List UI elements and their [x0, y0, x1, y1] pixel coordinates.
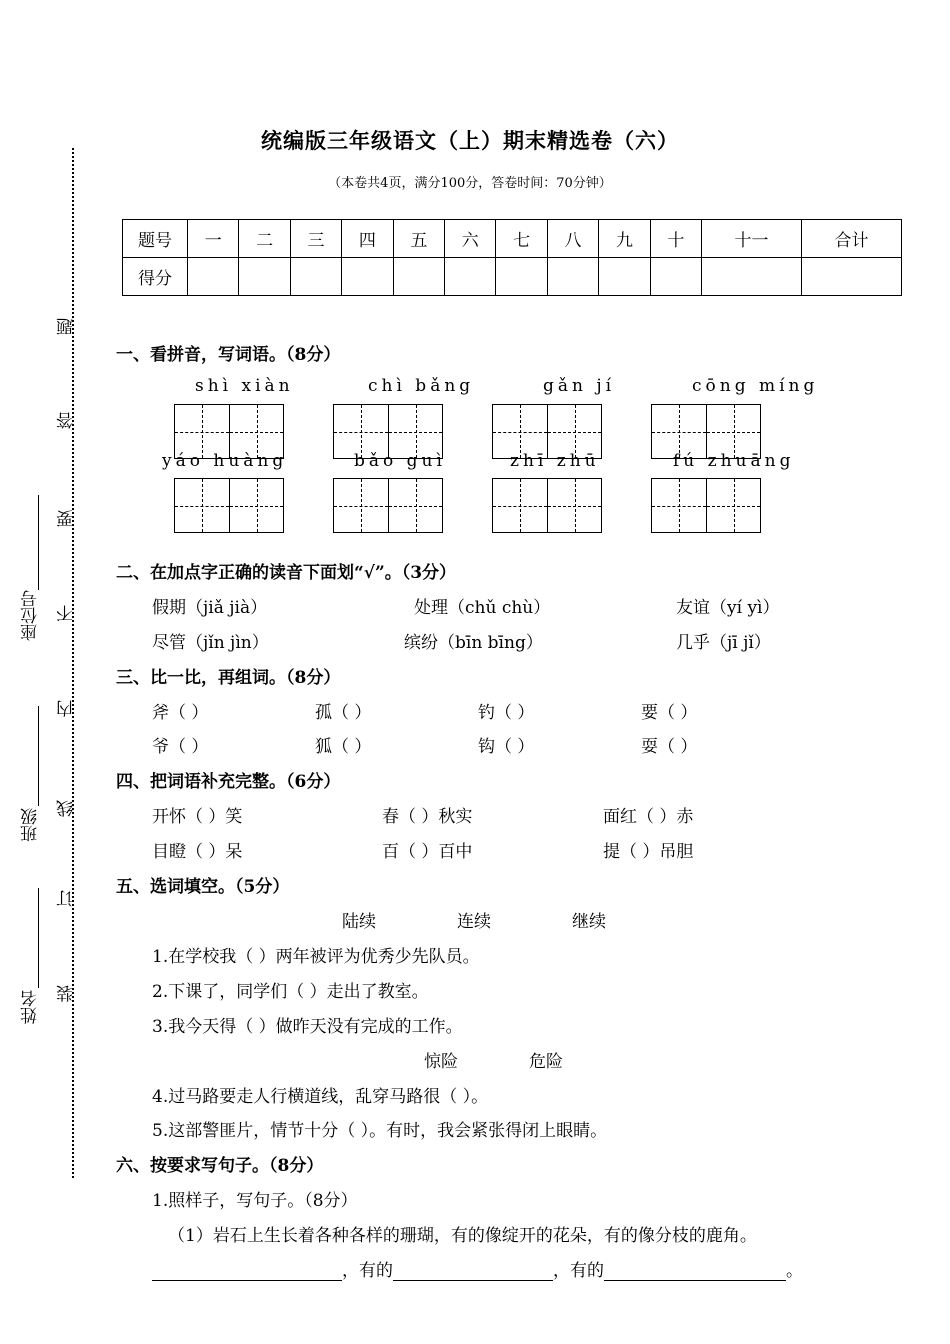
pronunciation-item[interactable]: 缤纷（bīn bīng） [404, 633, 543, 653]
idiom-item[interactable]: 春（ ）秋实 [382, 807, 473, 827]
score-input-cell[interactable] [188, 258, 239, 296]
name-label: 姓名 [21, 990, 41, 1024]
section-5-heading: 五、选词填空。（5分） [116, 877, 290, 897]
fill-question-4[interactable]: 4.过马路要走人行横道线，乱穿马路很（ ）。 [152, 1087, 489, 1107]
page-title: 统编版三年级语文（上）期末精选卷（六） [261, 128, 679, 153]
seal-char: 题 [57, 318, 77, 335]
word-choice: 连续 [457, 912, 491, 932]
score-table-score-row [123, 258, 902, 296]
seal-char: 答 [57, 412, 77, 429]
idiom-item[interactable]: 面红（ ）赤 [603, 807, 694, 827]
score-input-cell[interactable] [342, 258, 393, 296]
section-6-heading: 六、按要求写句子。（8分） [116, 1156, 324, 1176]
score-table-cell: 合计 [802, 220, 902, 258]
answer-blank[interactable] [604, 1262, 786, 1281]
score-table-cell: 二 [239, 220, 290, 258]
compare-item[interactable]: 孤（ ） [315, 703, 372, 723]
score-input-cell[interactable] [599, 258, 650, 296]
score-input-cell[interactable] [496, 258, 547, 296]
sentence-fill-line [152, 1256, 803, 1281]
fill-connector: ，有的 [342, 1261, 393, 1281]
score-table-cell: 四 [342, 220, 393, 258]
score-table-cell: 八 [547, 220, 598, 258]
seal-char: 内 [57, 700, 77, 717]
idiom-item[interactable]: 目瞪（ ）呆 [152, 842, 243, 862]
name-field[interactable] [38, 888, 39, 988]
score-table-cell: 三 [290, 220, 341, 258]
compare-item[interactable]: 狐（ ） [315, 737, 372, 757]
score-input-cell[interactable] [290, 258, 341, 296]
score-input-cell[interactable] [650, 258, 701, 296]
word-choice: 继续 [572, 912, 606, 932]
answer-blank[interactable] [152, 1262, 342, 1281]
pinyin-prompt: zhī zhū [510, 451, 600, 471]
seal-char: 装 [57, 985, 77, 1002]
pinyin-prompt: cōng míng [692, 376, 819, 396]
seal-char: 订 [57, 890, 77, 907]
section-2-heading: 二、在加点字正确的读音下面划“√”。（3分） [116, 563, 457, 583]
pronunciation-item[interactable]: 几乎（jī jǐ） [676, 633, 771, 653]
pinyin-prompt: yáo huàng [162, 451, 288, 471]
score-table-cell: 七 [496, 220, 547, 258]
class-label: 班级 [21, 808, 41, 842]
pinyin-prompt: fú zhuāng [673, 451, 795, 471]
compare-item[interactable]: 钩（ ） [478, 737, 535, 757]
pinyin-prompt: bǎo guì [354, 451, 446, 471]
score-table-cell: 五 [393, 220, 444, 258]
writing-grid[interactable] [651, 478, 761, 533]
fill-question-1[interactable]: 1.在学校我（ ）两年被评为优秀少先队员。 [152, 947, 480, 967]
section-4-heading: 四、把词语补充完整。（6分） [116, 772, 341, 792]
compare-item[interactable]: 钓（ ） [478, 703, 535, 723]
word-choice: 陆续 [342, 912, 376, 932]
idiom-item[interactable]: 开怀（ ）笑 [152, 807, 243, 827]
score-table-header-row [123, 220, 902, 258]
seal-char: 要 [57, 510, 77, 527]
fill-question-5[interactable]: 5.这部警匪片，情节十分（ ）。有时，我会紧张得闭上眼睛。 [152, 1121, 608, 1141]
answer-blank[interactable] [393, 1262, 553, 1281]
score-input-cell[interactable] [393, 258, 444, 296]
pinyin-prompt: gǎn jí [543, 376, 616, 396]
fill-end: 。 [786, 1261, 803, 1281]
score-table [122, 219, 902, 296]
idiom-item[interactable]: 提（ ）吊胆 [603, 842, 694, 862]
pronunciation-item[interactable]: 友谊（yí yì） [676, 598, 780, 618]
compare-item[interactable]: 耍（ ） [641, 737, 698, 757]
seat-label: 座位号 [21, 590, 41, 641]
score-table-cell: 九 [599, 220, 650, 258]
fill-question-2[interactable]: 2.下课了，同学们（ ）走出了教室。 [152, 982, 429, 1002]
pinyin-prompt: chì bǎng [368, 376, 475, 396]
page-subtitle: （本卷共4页，满分100分，答卷时间：70分钟） [328, 176, 612, 191]
fill-question-3[interactable]: 3.我今天得（ ）做昨天没有完成的工作。 [152, 1017, 463, 1037]
compare-item[interactable]: 斧（ ） [152, 703, 209, 723]
score-table-cell: 一 [188, 220, 239, 258]
sentence-subheading: 1.照样子，写句子。（8分） [152, 1191, 358, 1211]
score-input-cell[interactable] [802, 258, 902, 296]
score-input-cell[interactable] [547, 258, 598, 296]
word-choice: 危险 [529, 1052, 563, 1072]
pinyin-prompt: shì xiàn [195, 376, 294, 396]
seal-char: 不 [57, 605, 77, 622]
idiom-item[interactable]: 百（ ）百中 [382, 842, 473, 862]
pronunciation-item[interactable]: 尽管（jǐn jìn） [152, 633, 269, 653]
writing-grid[interactable] [492, 478, 602, 533]
compare-item[interactable]: 爷（ ） [152, 737, 209, 757]
score-table-cell: 得分 [123, 258, 188, 296]
score-table-cell: 六 [445, 220, 496, 258]
fill-connector: ，有的 [553, 1261, 604, 1281]
score-table-cell: 十一 [702, 220, 802, 258]
score-input-cell[interactable] [445, 258, 496, 296]
seat-field[interactable] [38, 495, 39, 590]
score-input-cell[interactable] [239, 258, 290, 296]
section-1-heading: 一、看拼音，写词语。（8分） [116, 345, 341, 365]
writing-grid[interactable] [333, 478, 443, 533]
word-choice: 惊险 [424, 1052, 458, 1072]
pronunciation-item[interactable]: 假期（jiǎ jià） [152, 598, 268, 618]
score-table-cell: 题号 [123, 220, 188, 258]
pronunciation-item[interactable]: 处理（chǔ chù） [414, 598, 551, 618]
seal-char: 线 [57, 800, 77, 817]
compare-item[interactable]: 要（ ） [641, 703, 698, 723]
class-field[interactable] [38, 706, 39, 806]
score-table-cell: 十 [650, 220, 701, 258]
writing-grid[interactable] [174, 478, 284, 533]
binding-dotted-line [72, 148, 74, 1178]
section-3-heading: 三、比一比，再组词。（8分） [116, 668, 341, 688]
score-input-cell[interactable] [702, 258, 802, 296]
example-sentence: （1）岩石上生长着各种各样的珊瑚，有的像绽开的花朵，有的像分枝的鹿角。 [168, 1226, 757, 1246]
